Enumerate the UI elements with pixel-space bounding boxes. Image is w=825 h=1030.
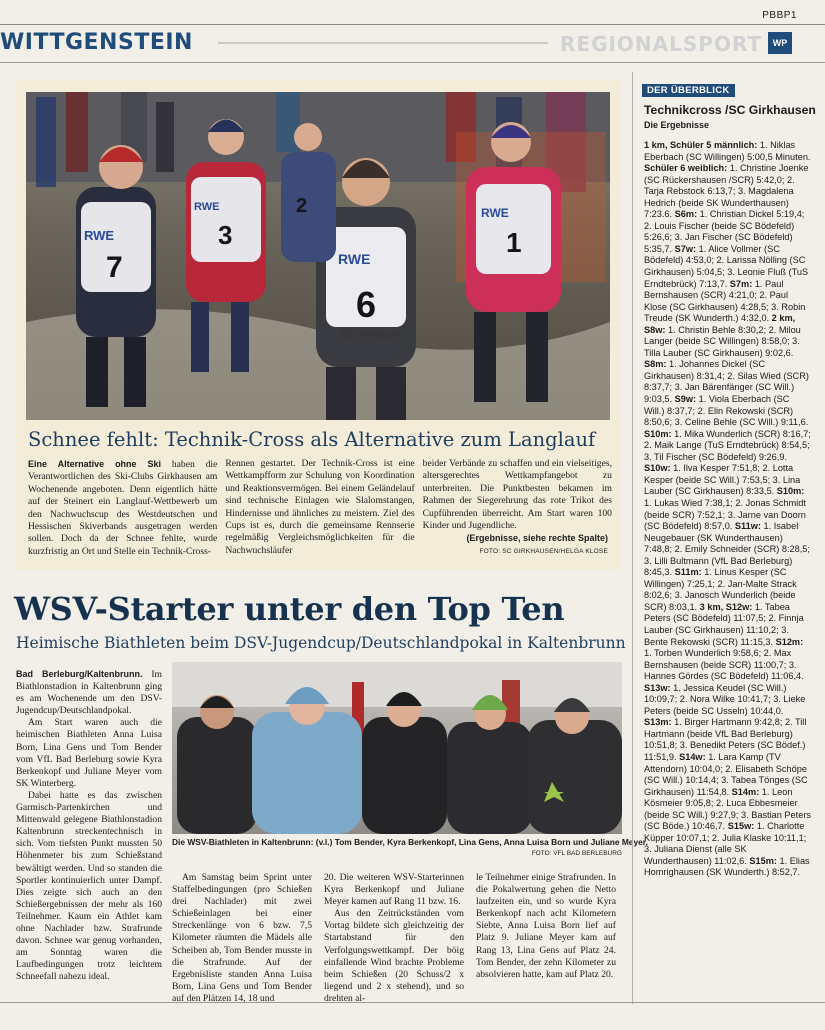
masthead-divider xyxy=(218,42,548,44)
feature-photo-credit: FOTO: SC GIRKHAUSEN/HELGA KLOSE xyxy=(479,548,608,555)
feature-note: (Ergebnisse, siehe rechte Spalte) xyxy=(466,533,608,543)
technik-cross-photo xyxy=(26,92,610,420)
result-entry: S7w: 1. Alice Vollmer (SC Bödefeld) 4:53,0; 2. Larissa Nölling (SC Girkhausen) 5:04,5; 3. Leonie Fluß (TuS Erndtebrück) 7:13,7. xyxy=(644,243,809,289)
article-col-4 xyxy=(476,872,616,981)
article-c1: Am Samstag beim Sprint unter Staffelbedingungen (pro Schießen drei Nachlader) mit zwei Schießeinlagen bei einer Streckenlänge von 6 bzw. 7,5 Kilometer räumten die Mädels alle Scheiben ab, Tom Bender musste in die Strafrunde. Auf der Ergebnisliste standen Anna Luisa Born, Lina Gens und Tom Bender auf den Plätzen 14, 18 und xyxy=(172,872,312,1004)
result-entry: 3 km, S12w: 1. Tabea Peters (SC Bödefeld) 11:07,5; 2. Finnja Lauber (SC Girkhausen) 11:10,2; 3. Bente Rekowski (SCR) 11:15,3. xyxy=(644,601,804,647)
results-list xyxy=(644,140,812,879)
article-col-3 xyxy=(324,872,464,1005)
result-entry: S10w: 1. Ilva Kesper 7:51,8; 2. Lotta Kesper (beide SC Will.) 7:53,5; 3. Lina Lauber (SC Girkhausen) 8:33,5. xyxy=(644,463,801,497)
result-entry: 1 km, Schüler 5 männlich: 1. Niklas Eberbach (SC Willingen) 5:00,5 Minuten. xyxy=(644,140,811,162)
article-p3: Dabei hatte es das zwischen Garmisch-Partenkirchen und Mittenwald gelegene Biathlonstadion Kaltenbrunn streckentechnisch in sich. Vom tiefsten Punkt mussten 50 Höhenmeter bis zum Schießstand bewältigt werden. Und so standen die Sportler kontinuierlich unter Dampf. Dies zeigte sich auch an den Schießergebnissen der mehr als 160 Teilnehmer. Kaum ein Athlet kam ohne Nachlader bzw. Strafrunde davon. Schnee war genug vorhanden, am Sonntag waren die Laufbedingungen trotz leichtem Schneefall nahezu ideal. xyxy=(16,789,162,983)
photo-caption: Die WSV-Biathleten in Kaltenbrunn: (v.l.) Tom Bender, Kyra Berkenkopf, Lina Gens, Anna Luisa Born und Juliane Meyer. xyxy=(172,837,648,847)
bib-number: 3 xyxy=(218,220,233,250)
sidebar-title: Technikcross /SC Girkhausen xyxy=(644,103,816,117)
top-rule xyxy=(0,24,825,25)
result-entry: S9w: 1. Viola Eberbach (SC Will.) 8:37,7; 2. Elin Rekowski (SCR) 8:50,6; 3. Celine Behle (SC Will.) 9:11,6. xyxy=(644,394,809,428)
result-entry: 2 km, S8w: 1. Christin Behle 8:30,2; 2. Milou Langer (beide SC Willingen) 8:58,0; 3. Tilla Lauber (SC Girkhausen) 9:02,6. xyxy=(644,313,801,358)
article-p1: Im Biathlonstadion in Kaltenbrunn ging es am Wochenende um den DSV-Jugendcup/Deutschlandpokal. xyxy=(16,669,162,717)
sidebar-subtitle: Die Ergebnisse xyxy=(644,120,710,130)
result-entry: S10m: 1. Mika Wunderlich (SCR) 8:16,7; 2. Maik Lange (TuS Erndtebrück) 8:54,5; 3. Til Fischer (SC Bödefeld) 9:26,9. xyxy=(644,428,811,462)
result-entry: S8m: 1. Johannes Dickel (SC Girkhausen) 8:31,4; 2. Silas Wied (SCR) 8:37,7; 3. Jan Bärenfänger (SC Will.) 9:03,5. xyxy=(644,359,809,405)
feature-col-1 xyxy=(28,458,217,558)
feature-lead: Eine Alternative ohne Ski xyxy=(28,459,162,469)
biathlon-team-photo xyxy=(172,662,622,834)
result-entry: S12m: 1. Torben Wunderlich 9:58,6; 2. Max Bernshausen (beide SCR) 11:00,7; 3. Hannes Gördes (SC Bödefeld) 11:06,4. xyxy=(644,636,804,682)
section-title-right: REGIONALSPORT xyxy=(560,32,763,56)
photo-credit: FOTO: VFL BAD BERLEBURG xyxy=(531,850,622,857)
sidebar-tag: DER ÜBERBLICK xyxy=(642,84,735,97)
bib-sponsor-text: RWE xyxy=(338,251,371,267)
bib-sponsor-text: RWE xyxy=(194,201,220,213)
feature-text xyxy=(28,458,612,558)
result-entry: S13w: 1. Jessica Keudel (SC Will.) 10:09,7; 2. Nora Wilke 10:41,7; 3. Lieke Peters (beide SC Usseln) 10:44,0. xyxy=(644,682,806,716)
section-title: WITTGENSTEIN xyxy=(0,30,193,55)
article-c2b: Aus den Zeitrückständen vom Vortag bildete sich gleichzeitig der Startabstand für den Verfolgungswettkampf. Der böig einfallende Wind brachte Probleme beim Schießen (20 Schuss/2 x liegend und 2 x stehend), und so drehten al- xyxy=(324,908,464,1004)
result-entry: S6m: 1. Christian Dickel 5:19,4; 2. Louis Fischer (beide SC Bödefeld) 5:26,6; 3. Jan Fischer (SC Bödefeld) 5:35,7. xyxy=(644,209,805,254)
article-p2: Am Start waren auch die heimischen Biathleten Anna Luisa Born, Lina Gens und Tom Bender vom VfL Bad Berleburg sowie Kyra Berkenkopf und Juliane Meyer vom SK Winterberg. xyxy=(16,717,162,789)
result-entry: Schüler 6 weiblich: 1. Christine Joenke (SC Rückershausen /SCR) 5:42,0; 2. Tarja Rebstock 6:13,7; 3. Magdalena Hedrich (beide SK Wunderthausen) 7:23.6. xyxy=(644,163,809,220)
result-entry: S15m: 1. Elias Homrighausen (SK Wunderth.) 8:52,7. xyxy=(644,855,810,878)
bib-number: 6 xyxy=(356,284,377,325)
bib-number: 7 xyxy=(106,251,123,284)
bib-number: 1 xyxy=(506,227,522,258)
bottom-rule xyxy=(0,1002,825,1003)
feature-col-3: beider Verbände zu schaffen und ein vielseitiges, altersgerechtes Wettkampfangebot zu unterbreiten. Die Punktbesten bekamen im Rahmen der Siegerehrung das rote Trikot des Cupführenden überreicht. Am Start waren 100 Kinder und Jugendliche. xyxy=(422,458,612,532)
article-headline: WSV-Starter unter den Top Ten xyxy=(14,590,565,628)
bib-sponsor-text: RWE xyxy=(481,206,509,220)
result-entry: S10m: 1. Lukas Wied 7:38,1; 2. Jonas Schmidt (beide SCR) 7:52,1; 3. Jarne van Doorn (SC Bödefeld) 8:57,0. xyxy=(644,486,806,532)
feature-headline: Schnee fehlt: Technik-Cross als Alternative zum Langlauf xyxy=(28,428,596,451)
dateline: Bad Berleburg/Kaltenbrunn. xyxy=(16,669,143,679)
result-entry: S15w: 1. Charlotte Küpper 10:07,1; 2. Julia Klaske 10:11,1; 3. Juliana Dienst (alle SK Wunderthausen) 11:02,6. xyxy=(644,821,807,866)
result-entry: S11w: 1. Isabel Neugebauer (SK Wunderthausen) 7:48,8; 2. Emily Schneider (SCR) 8:28,5; 3. Lilli Bultmann (VfL Bad Berleburg) 8:45,3. xyxy=(644,521,810,578)
result-entry: S14m: 1. Leon Kösmeier 9:05,8; 2. Luca Ebbesmeier (beide SC Will.) 9:27,9; 3. Bastian Peters (SC Böde.) 10:46,7. xyxy=(644,786,811,832)
result-entry: S13m: 1. Birger Hartmann 9:42,8; 2. Till Hartmann (beide VfL Bad Berleburg) 10:51,8; 3. Benedikt Peters (SC Bödef.) 11:51,9. xyxy=(644,717,807,762)
article-col-2 xyxy=(172,872,312,1005)
article-subheadline: Heimische Biathleten beim DSV-Jugendcup/Deutschlandpokal in Kaltenbrunn xyxy=(16,634,626,652)
feature-col1-text: haben die Verantwortlichen des Ski-Clubs Girkhausen am Wochenende angeboten. Denn eigentlich hätte auf der Steinert ein Langlauf-Wettbewerb um den Nachwuchscup des Westdeutschen und Hessischen Skiverbands ausgetragen werden sollen. Doch da der Schnee fehlte, wurde kurzfristig an Ort und Stelle ein Technik-Cross- xyxy=(28,459,218,557)
bib-sponsor-text: RWE xyxy=(84,228,115,243)
sidebar-divider xyxy=(632,72,633,1004)
article-c3: le Teilnehmer einige Strafrunden. In die Pokalwertung gehen die Netto laufzeiten ein, und so wurde Kyra Berkenkopf nach acht Kilometern Siebte, Anna Luisa Born lief auf Platz 9. Juliane Meyer kam auf Rang 13, Lina Gens auf Platz 24. Tom Bender, der zehn Kilometer zu absolvieren hatte, kam auf Platz 20. xyxy=(476,872,616,980)
article-c2: 20. Die weiteren WSV-Starterinnen Kyra Berkenkopf und Juliane Meyer kamen auf Rang 11 bzw. 16. xyxy=(324,872,464,908)
header-rule xyxy=(0,62,825,63)
page-code: PBBP1 xyxy=(762,10,797,21)
article-col-left xyxy=(16,668,162,983)
bib-club-text: SC Girkhausen xyxy=(341,329,403,339)
wp-logo: WP xyxy=(768,32,792,54)
bib-number: 2 xyxy=(296,195,308,217)
feature-col-2: Rennen gestartet. Der Technik-Cross ist eine Wettkampfform zur Schulung von Koordination und Reaktionsvermögen. Bei einem Geländelauf sind technische Einlagen wie Slalomstangen, Hindernisse und ähnliches zu meistern. Ziel des Cups ist es, durch die gemeinsame Rennserie regelmäßig Vergleichsmöglichkeiten für die Nachwuchsläufer xyxy=(225,458,415,556)
result-entry: S11m: 1. Linus Kesper (SC Willingen) 7:25,1; 2. Jan-Malte Strack 8:02,6; 3. Janosch Wunderlich (beide SCR) 8:03,1. xyxy=(644,567,797,612)
result-entry: S14w: 1. Lara Kamp (TV Attendorn) 10:04,0; 2. Elisabeth Schöpe (SC Will.) 10:14,4; 3. Tabea Tönges (SC Girkhausen) 11:54,8. xyxy=(644,751,808,797)
result-entry: S7m: 1. Paul Bernshausen (SCR) 4:21,0; 2. Paul Klose (SC Girkhausen) 4:28,5; 3. Robin Treude (SK Wunderth.) 4:32,0. xyxy=(644,278,806,324)
